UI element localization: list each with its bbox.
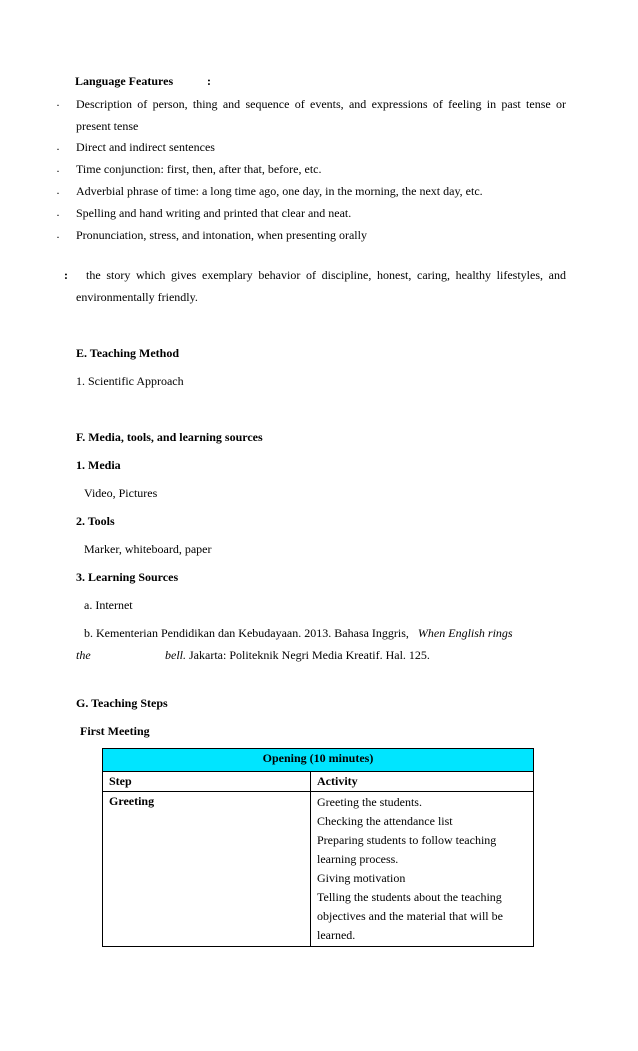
activity-line: Checking the attendance list xyxy=(317,814,453,828)
section-f-heading: F. Media, tools, and learning sources xyxy=(76,430,263,444)
teaching-method-item: 1. Scientific Approach xyxy=(76,374,184,388)
section-g-heading: G. Teaching Steps xyxy=(76,696,168,710)
source-b-bell: bell. xyxy=(165,648,186,662)
activity-line: Telling the students about the teaching xyxy=(317,890,502,904)
moral-colon: : xyxy=(64,268,68,282)
source-b-italic: When English rings xyxy=(417,626,513,640)
bullet-marker: · xyxy=(56,186,60,200)
feature-item-5: Spelling and hand writing and printed that clear and neat. xyxy=(76,206,352,220)
bullet-marker: · xyxy=(56,208,60,222)
language-features-colon: : xyxy=(207,74,211,88)
activity-line: learned. xyxy=(317,928,356,942)
source-b xyxy=(84,626,513,641)
tools-text: Marker, whiteboard, paper xyxy=(84,542,212,556)
bullet-marker: · xyxy=(56,164,60,178)
moral-text: the story which gives exemplary behavior of discipline, honest, caring, healthy lifestyles, and environmentally friendly. xyxy=(76,268,566,304)
bullet-marker: · xyxy=(56,142,60,156)
feature-item-4: Adverbial phrase of time: a long time ago, one day, in the morning, the next day, etc. xyxy=(76,184,483,198)
media-text: Video, Pictures xyxy=(84,486,158,500)
feature-item-1: Description of person, thing and sequence of events, and expressions of feeling in past tense or present tense xyxy=(76,97,566,133)
activity-cell xyxy=(311,792,534,947)
source-b-continued xyxy=(165,648,430,663)
meeting-label: First Meeting xyxy=(80,724,150,738)
activity-line: objectives and the material that will be xyxy=(317,909,503,923)
bullet-marker: · xyxy=(56,230,60,244)
feature-item-6: Pronunciation, stress, and intonation, when presenting orally xyxy=(76,228,367,242)
table-row xyxy=(103,792,534,947)
table-title: Opening (10 minutes) xyxy=(103,749,534,772)
step-cell: Greeting xyxy=(103,792,311,947)
media-heading: 1. Media xyxy=(76,458,121,472)
table-title-row xyxy=(103,749,534,772)
col-activity-header: Activity xyxy=(311,772,534,792)
table-header-row xyxy=(103,772,534,792)
sources-heading: 3. Learning Sources xyxy=(76,570,179,584)
feature-item-2: Direct and indirect sentences xyxy=(76,140,215,154)
section-e-heading: E. Teaching Method xyxy=(76,346,180,360)
activity-line: Giving motivation xyxy=(317,871,406,885)
language-features-heading: Language Features xyxy=(75,74,174,88)
activity-line: learning process. xyxy=(317,852,399,866)
source-a: a. Internet xyxy=(84,598,133,612)
teaching-steps-table xyxy=(102,748,534,947)
feature-item-3: Time conjunction: first, then, after that, before, etc. xyxy=(76,162,322,176)
col-step-header: Step xyxy=(103,772,311,792)
source-b-the: the xyxy=(76,648,91,662)
activity-line: Greeting the students. xyxy=(317,795,422,809)
tools-heading: 2. Tools xyxy=(76,514,115,528)
source-b-rest: Jakarta: Politeknik Negri Media Kreatif. Hal. 125. xyxy=(189,648,430,662)
source-b-plain: b. Kementerian Pendidikan dan Kebudayaan. 2013. Bahasa Inggris, xyxy=(84,626,409,640)
bullet-marker: · xyxy=(56,98,60,112)
activity-line: Preparing students to follow teaching xyxy=(317,833,497,847)
